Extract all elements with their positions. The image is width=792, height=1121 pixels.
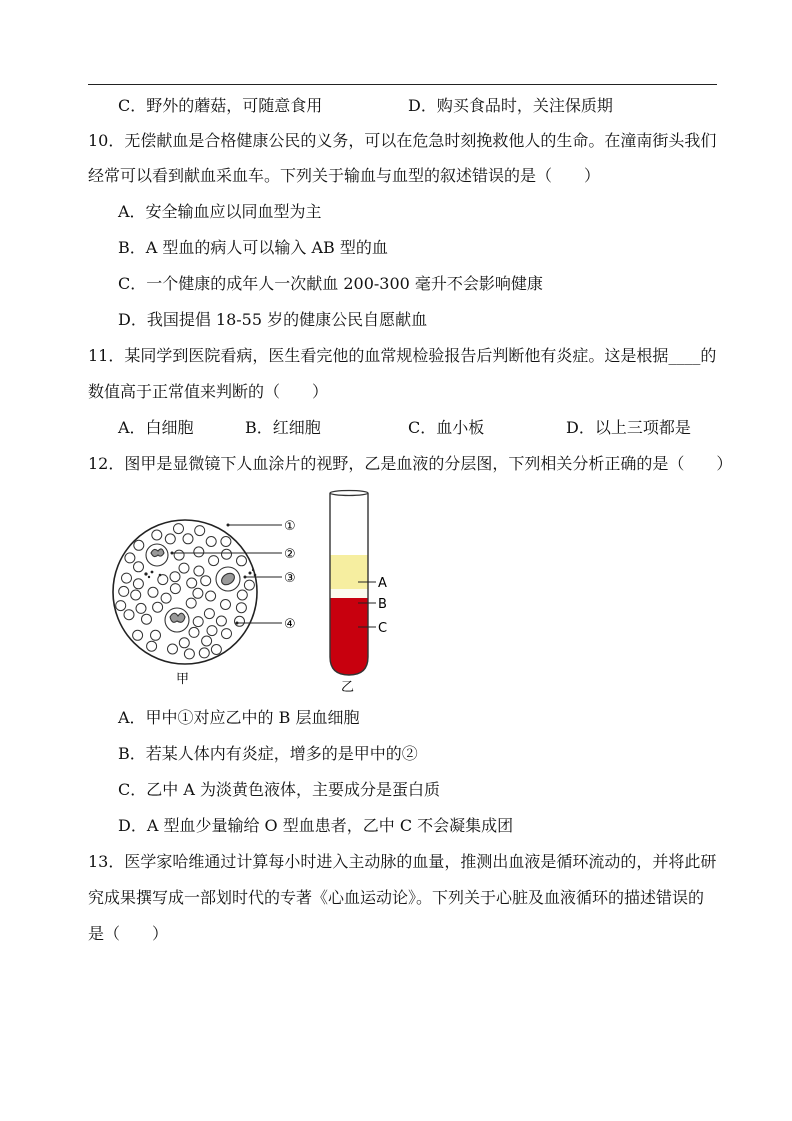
q10-stem-line1: 10．无偿献血是合格健康公民的义务，可以在危急时刻挽救他人的生命。在潼南街头我们 bbox=[88, 131, 717, 150]
red-blood-cell bbox=[207, 626, 217, 636]
q13-stem-line1: 13．医学家哈维通过计算每小时进入主动脉的血量，推测出血液是循环流动的，并将此研 bbox=[88, 852, 717, 871]
q10-option-b: B．A 型血的病人可以输入 AB 型的血 bbox=[118, 238, 388, 257]
yi-label-c: C bbox=[378, 621, 388, 636]
q11-option-c: C．血小板 bbox=[408, 418, 485, 437]
red-blood-cell bbox=[170, 572, 180, 582]
q11-stem-line2: 数值高于正常值来判断的（ ） bbox=[88, 382, 329, 401]
red-blood-cell bbox=[211, 645, 221, 655]
white-blood-cell bbox=[165, 608, 189, 632]
q9-option-c: C．野外的蘑菇，可随意食用 bbox=[118, 96, 323, 115]
q12-option-a: A．甲中①对应乙中的 B 层血细胞 bbox=[118, 708, 360, 727]
red-blood-cell bbox=[209, 556, 219, 566]
red-blood-cell bbox=[204, 609, 214, 619]
red-blood-cell bbox=[184, 649, 194, 659]
jia-caption: 甲 bbox=[176, 672, 190, 687]
red-blood-cell bbox=[153, 602, 163, 612]
red-blood-cell bbox=[193, 617, 203, 627]
q11-option-a: A．白细胞 bbox=[118, 418, 194, 437]
q12-option-c: C．乙中 A 为淡黄色液体，主要成分是蛋白质 bbox=[118, 780, 440, 799]
q13-stem-line2: 究成果撰写成一部划时代的专著《心血运动论》。下列关于心脏及血液循环的描述错误的 bbox=[88, 888, 705, 907]
red-blood-cell bbox=[158, 575, 168, 585]
q10-option-d: D．我国提倡 18-55 岁的健康公民自愿献血 bbox=[118, 310, 428, 329]
red-blood-cell bbox=[195, 526, 205, 536]
yi-caption: 乙 bbox=[341, 680, 355, 695]
red-blood-cell bbox=[187, 578, 197, 588]
red-blood-cell bbox=[119, 586, 129, 596]
header-rule bbox=[88, 84, 717, 85]
jia-label-1: ① bbox=[284, 519, 296, 534]
yi-label-a: A bbox=[378, 576, 387, 591]
q10-option-c: C．一个健康的成年人一次献血 200-300 毫升不会影响健康 bbox=[118, 274, 543, 293]
red-blood-cell bbox=[206, 591, 216, 601]
red-blood-cell bbox=[194, 547, 204, 557]
red-blood-cell bbox=[222, 549, 232, 559]
red-blood-cell bbox=[194, 566, 204, 576]
q12-stem-line1: 12．图甲是显微镜下人血涂片的视野，乙是血液的分层图，下列相关分析正确的是（ ） bbox=[88, 454, 733, 473]
red-blood-cell bbox=[142, 614, 152, 624]
red-blood-cell bbox=[134, 540, 144, 550]
q13-stem-line3: 是（ ） bbox=[88, 924, 169, 943]
red-blood-cell bbox=[133, 579, 143, 589]
red-blood-cell bbox=[133, 630, 143, 640]
q9-option-d: D．购买食品时，关注保质期 bbox=[408, 96, 613, 115]
red-blood-cell bbox=[170, 584, 180, 594]
red-blood-cell bbox=[236, 603, 246, 613]
figure-jia-blood-smear bbox=[100, 495, 315, 690]
red-blood-cell bbox=[147, 641, 157, 651]
red-blood-cell bbox=[206, 537, 216, 547]
test-tube-rim bbox=[330, 491, 368, 496]
red-blood-cell bbox=[222, 629, 232, 639]
q11-option-d: D．以上三项都是 bbox=[566, 418, 691, 437]
red-blood-cell bbox=[148, 587, 158, 597]
figure-yi-test-tube bbox=[318, 485, 408, 695]
q11-stem-line1: 11．某同学到医院看病，医生看完他的血常规检验报告后判断他有炎症。这是根据____的 bbox=[88, 346, 717, 365]
red-blood-cell bbox=[189, 627, 199, 637]
jia-label-2: ② bbox=[284, 547, 296, 562]
red-blood-cell bbox=[165, 534, 175, 544]
q10-stem-line2: 经常可以看到献血采血车。下列关于输血与血型的叙述错误的是（ ） bbox=[88, 166, 601, 185]
red-blood-cell bbox=[237, 556, 247, 566]
red-blood-cell bbox=[125, 553, 135, 563]
red-blood-cell bbox=[244, 580, 254, 590]
buffy-coat-layer bbox=[328, 589, 373, 598]
red-blood-cell bbox=[179, 563, 189, 573]
q10-option-a: A．安全输血应以同血型为主 bbox=[118, 202, 322, 221]
red-blood-cell bbox=[179, 638, 189, 648]
red-blood-cell bbox=[161, 593, 171, 603]
red-blood-cell bbox=[174, 524, 184, 534]
red-blood-cell bbox=[134, 562, 144, 572]
red-blood-cell bbox=[202, 636, 212, 646]
red-blood-cell bbox=[221, 537, 231, 547]
red-blood-cell bbox=[186, 598, 196, 608]
red-blood-cell bbox=[168, 644, 178, 654]
red-blood-cell bbox=[237, 590, 247, 600]
red-blood-cell bbox=[116, 601, 126, 611]
red-blood-cell bbox=[183, 534, 193, 544]
white-blood-cell bbox=[146, 544, 168, 566]
yi-label-b: B bbox=[378, 597, 387, 612]
red-blood-cell bbox=[152, 530, 162, 540]
red-blood-cell bbox=[174, 550, 184, 560]
jia-label-4: ④ bbox=[284, 617, 296, 632]
red-blood-cell bbox=[131, 590, 141, 600]
red-blood-cell bbox=[122, 573, 132, 583]
jia-label-3: ③ bbox=[284, 571, 296, 586]
red-blood-cell bbox=[193, 588, 203, 598]
red-blood-cell bbox=[235, 616, 245, 626]
red-blood-cell bbox=[151, 630, 161, 640]
q12-option-d: D．A 型血少量输给 O 型血患者，乙中 C 不会凝集成团 bbox=[118, 816, 514, 835]
red-blood-cell bbox=[136, 603, 146, 613]
red-blood-cell bbox=[221, 600, 231, 610]
red-blood-cell bbox=[124, 610, 134, 620]
red-blood-cell bbox=[216, 616, 226, 626]
white-blood-cell bbox=[216, 567, 240, 591]
red-blood-cell bbox=[199, 648, 209, 658]
q11-option-b: B．红细胞 bbox=[245, 418, 321, 437]
red-blood-cell bbox=[201, 576, 211, 586]
q12-option-b: B．若某人体内有炎症，增多的是甲中的② bbox=[118, 744, 418, 763]
